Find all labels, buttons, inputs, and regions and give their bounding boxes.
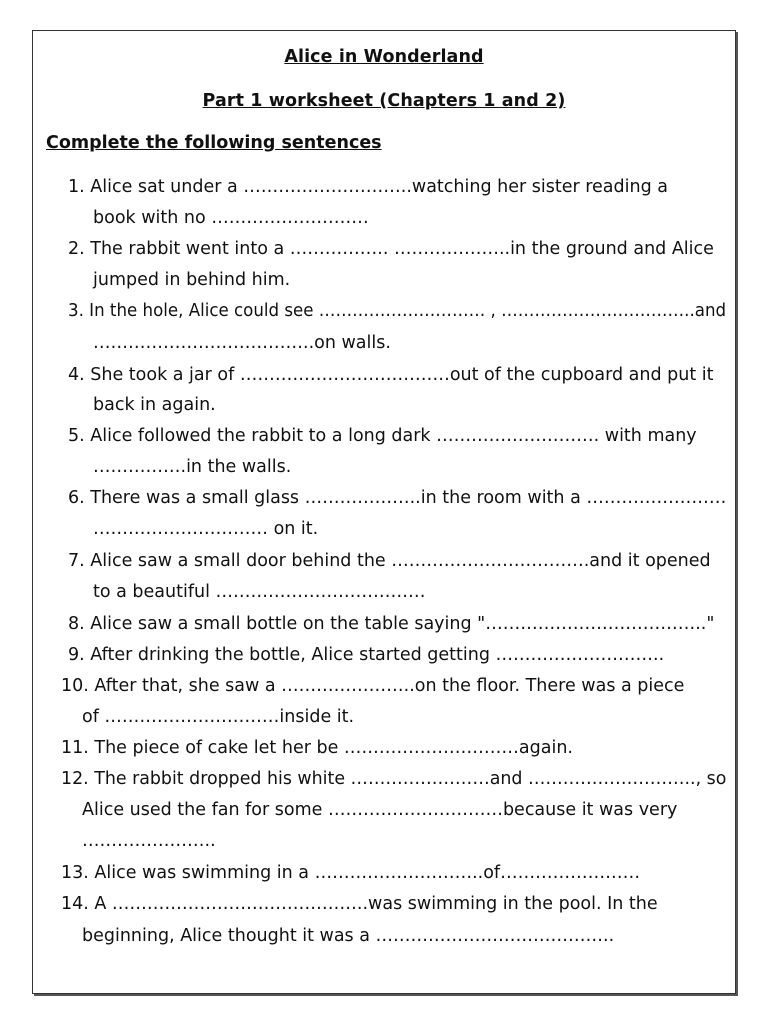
list-item-3-line-1: 3. In the hole, Alice could see ………………………… , ……………………………..and [68, 301, 727, 321]
list-item-12-line-2: Alice used the fan for some …………………………because it was very [82, 800, 678, 820]
list-item-2-line-2: jumped in behind him. [93, 270, 291, 290]
list-item-3-line-2: ………………………………..on walls. [93, 333, 391, 353]
list-item-7-line-1: 7. Alice saw a small door behind the …………………………….and it opened [68, 551, 711, 571]
list-item-12-line-3: ………………….. [82, 831, 216, 851]
list-item-2-line-1: 2. The rabbit went into a …………….. ………………..in the ground and Alice [68, 239, 714, 259]
list-item-14-line-2: beginning, Alice thought it was a ………………………………….. [82, 926, 615, 946]
list-item-8-line-1: 8. Alice saw a small bottle on the table saying "……………………………….." [68, 614, 715, 634]
list-item-1-line-1: 1. Alice sat under a ………………………..watching her sister reading a [68, 177, 668, 197]
list-item-14-line-1: 14. A ……………………………………..was swimming in the pool. In the [61, 894, 658, 914]
list-item-5-line-2: …………….in the walls. [93, 457, 292, 477]
list-item-6-line-1: 6. There was a small glass ………………..in the room with a …………………… [68, 488, 727, 508]
list-item-11-line-1: 11. The piece of cake let her be …………………………again. [61, 738, 573, 758]
list-item-4-line-1: 4. She took a jar of ………………………………out of the cupboard and put it [68, 365, 714, 385]
worksheet-title: Alice in Wonderland [284, 47, 484, 67]
list-item-6-line-2: ………………………… on it. [93, 519, 319, 539]
list-item-10-line-2: of …………………………inside it. [82, 707, 355, 727]
list-item-13-line-1: 13. Alice was swimming in a ………………………..of…………………… [61, 863, 641, 883]
list-item-1-line-2: book with no ……………………… [93, 208, 369, 228]
list-item-12-line-1: 12. The rabbit dropped his white ……………………and ……………………….., so [61, 769, 727, 789]
list-item-5-line-1: 5. Alice followed the rabbit to a long dark ………………………. with many [68, 426, 697, 446]
worksheet-subtitle: Part 1 worksheet (Chapters 1 and 2) [202, 91, 566, 111]
list-item-10-line-1: 10. After that, she saw a …………………..on the floor. There was a piece [61, 676, 685, 696]
list-item-9-line-1: 9. After drinking the bottle, Alice started getting ……………………….. [68, 645, 665, 665]
instruction-heading: Complete the following sentences [46, 133, 382, 153]
list-item-7-line-2: to a beautiful ……………………………… [93, 582, 426, 602]
list-item-4-line-2: back in again. [93, 395, 216, 415]
